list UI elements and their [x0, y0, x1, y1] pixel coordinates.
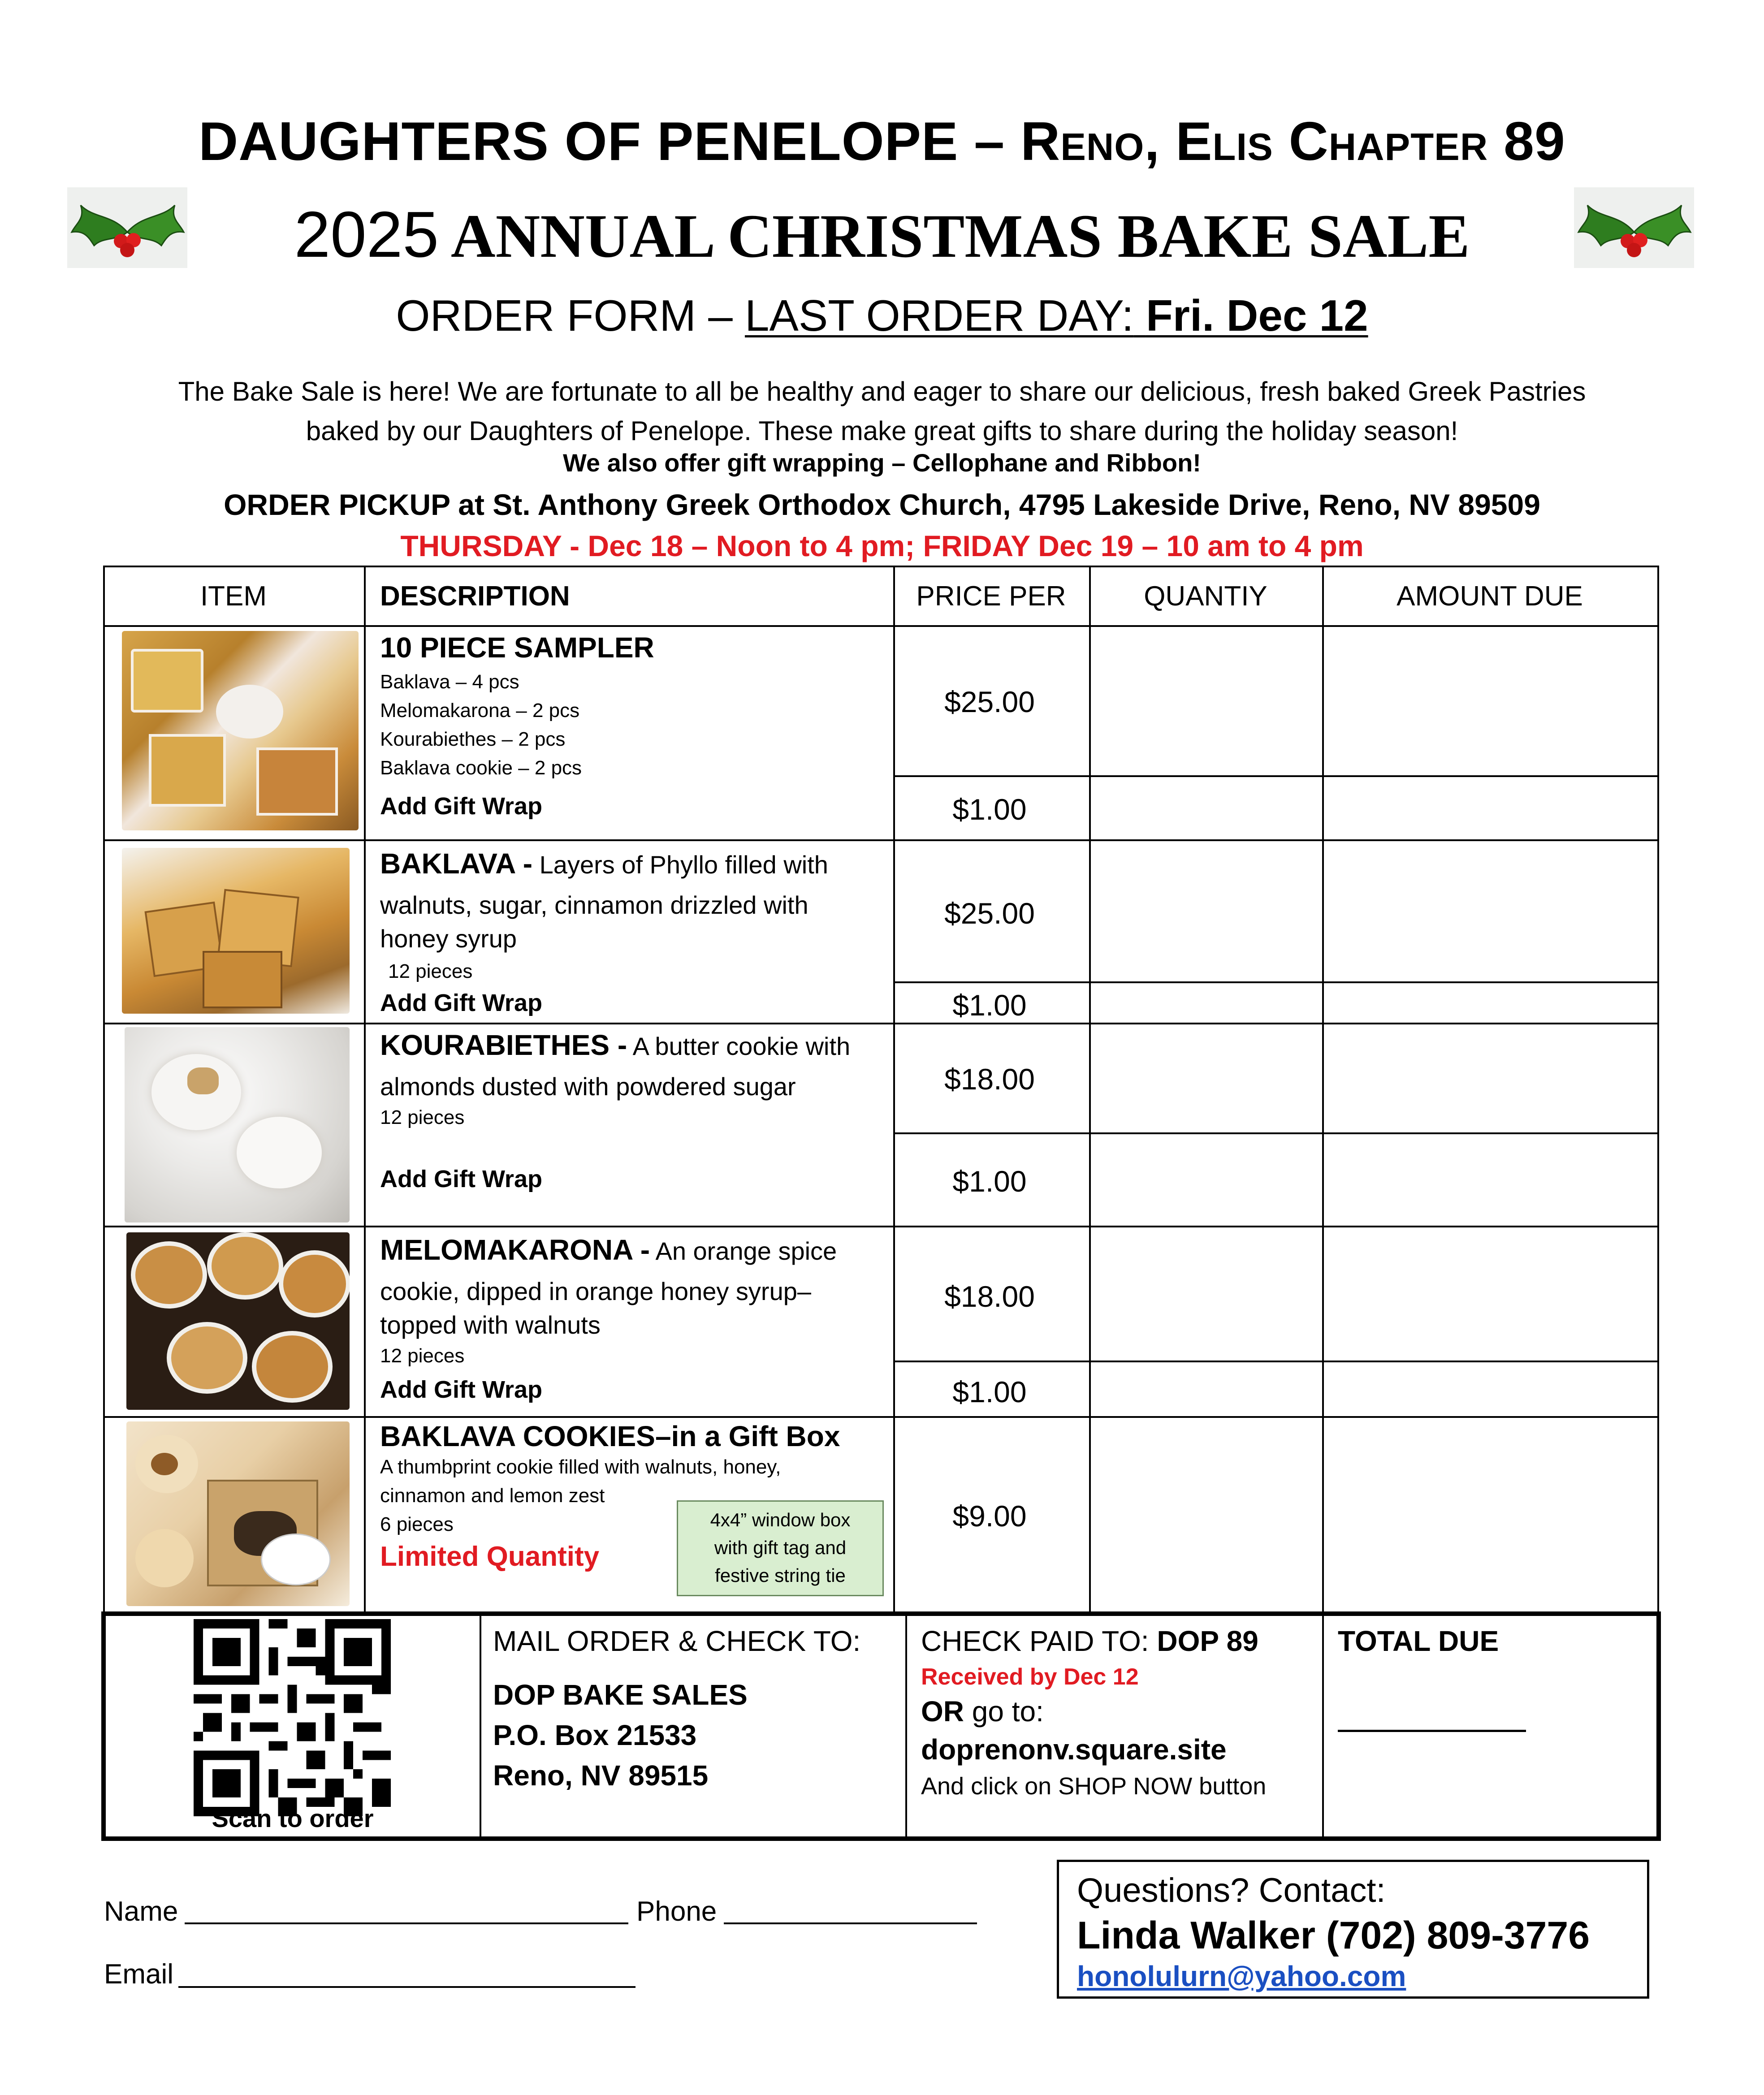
table-divider — [893, 981, 1659, 983]
limited-quantity: Limited Quantity — [380, 1541, 600, 1572]
scan-label: Scan to order — [212, 1804, 374, 1832]
gift-wrap-price: $1.00 — [952, 989, 1027, 1022]
table-divider — [364, 566, 366, 1613]
box-divider — [1322, 1613, 1324, 1840]
contact-heading: Questions? Contact: — [1077, 1871, 1386, 1909]
header-amount-due: AMOUNT DUE — [1396, 581, 1583, 612]
kourabiethes-photo — [125, 1027, 350, 1222]
contact-person: Linda Walker (702) 809-3776 — [1077, 1914, 1590, 1957]
melomakarona-photo — [126, 1232, 350, 1410]
quantity-field[interactable] — [1091, 777, 1322, 839]
box-divider — [480, 1613, 481, 1840]
email-label: Email — [104, 1959, 174, 1990]
mail-heading: MAIL ORDER & CHECK TO: — [493, 1625, 861, 1657]
baklava-title: BAKLAVA - — [380, 847, 533, 880]
table-divider — [103, 839, 1659, 841]
table-border-left — [103, 566, 105, 1612]
gift-box-note: 4x4” window box with gift tag and festive string tie — [677, 1500, 884, 1596]
gift-wrap-label: Add Gift Wrap — [380, 1166, 542, 1192]
gift-wrap-price: $1.00 — [952, 793, 1027, 826]
mail-box: P.O. Box 21533 — [493, 1719, 697, 1751]
kourabiethes-price: $18.00 — [944, 1063, 1035, 1096]
box-divider — [905, 1613, 907, 1840]
amount-field[interactable] — [1324, 627, 1657, 775]
sampler-description — [380, 631, 654, 782]
amount-field[interactable] — [1324, 777, 1657, 839]
sampler-photo — [122, 631, 359, 830]
sampler-line: Baklava cookie – 2 pcs — [380, 757, 582, 779]
table-divider — [103, 1226, 1659, 1227]
contact-email-link[interactable]: honolulurn@yahoo.com — [1077, 1960, 1406, 1992]
gift-wrap-label: Add Gift Wrap — [380, 793, 542, 820]
sampler-line: Baklava – 4 pcs — [380, 671, 519, 693]
order-deadline: ORDER FORM – LAST ORDER DAY: Fri. Dec 12 — [396, 291, 1368, 340]
or-go-to: OR go to: — [921, 1695, 1044, 1728]
header-price-per: PRICE PER — [916, 581, 1066, 612]
baklava-cookies-price: $9.00 — [952, 1499, 1027, 1533]
baklava-description: BAKLAVA - Layers of Phyllo filled with walnuts, sugar, cinnamon drizzled with honey syrup 12 pieces — [380, 847, 828, 982]
check-paid-to: CHECK PAID TO: DOP 89 — [921, 1625, 1258, 1657]
table-divider — [103, 1416, 1659, 1418]
total-due-label: TOTAL DUE — [1338, 1625, 1499, 1657]
baklava-cookies-title: BAKLAVA COOKIES–in a Gift Box — [380, 1420, 840, 1452]
box-border-right — [1656, 1611, 1661, 1841]
received-by: Received by Dec 12 — [921, 1664, 1139, 1690]
melomakarona-price: $18.00 — [944, 1280, 1035, 1313]
header-item: ITEM — [200, 581, 267, 612]
baklava-price: $25.00 — [944, 897, 1035, 930]
table-divider — [893, 1132, 1659, 1134]
name-field[interactable] — [185, 1922, 628, 1924]
baklava-cookies-description: BAKLAVA COOKIES–in a Gift Box A thumbprint cookie filled with walnuts, honey, cinnamon and lemon zest 6 pieces Limited Quantity — [380, 1420, 882, 1572]
shop-now-note: And click on SHOP NOW button — [921, 1773, 1267, 1800]
table-border-right — [1657, 566, 1659, 1613]
org-heading: DAUGHTERS OF PENELOPE – Reno, Elis Chapter 89 — [199, 111, 1565, 172]
box-border-left — [101, 1611, 106, 1841]
intro-text: The Bake Sale is here! We are fortunate to all be healthy and eager to share our delicious, fresh baked Greek Pastries baked by our Daughters of Penelope. These make great gifts to share during the holiday season! — [178, 376, 1586, 446]
baklava-photo — [122, 848, 350, 1014]
gift-wrap-label: Add Gift Wrap — [380, 1376, 542, 1403]
table-divider — [893, 1361, 1659, 1362]
kourabiethes-title: KOURABIETHES - — [380, 1029, 627, 1061]
table-divider — [103, 1023, 1659, 1024]
gift-wrap-note: We also offer gift wrapping – Cellophane and Ribbon! — [563, 449, 1201, 477]
qr-code-icon[interactable] — [194, 1619, 391, 1816]
event-title: 2025 ANNUAL CHRISTMAS BAKE SALE — [294, 198, 1470, 271]
quantity-field[interactable] — [1091, 627, 1322, 775]
table-border-top — [103, 566, 1659, 567]
baklava-cookies-photo — [126, 1421, 350, 1606]
pickup-location: ORDER PICKUP at St. Anthony Greek Orthodox Church, 4795 Lakeside Drive, Reno, NV 89509 — [224, 488, 1540, 521]
name-label: Name — [104, 1896, 178, 1927]
sampler-title: 10 PIECE SAMPLER — [380, 631, 654, 664]
box-border-bottom — [101, 1836, 1661, 1841]
gift-wrap-label: Add Gift Wrap — [380, 989, 542, 1016]
mail-city: Reno, NV 89515 — [493, 1759, 709, 1792]
total-due-field[interactable] — [1338, 1730, 1526, 1732]
sampler-line: Kourabiethes – 2 pcs — [380, 728, 566, 750]
header-description: DESCRIPTION — [380, 581, 570, 612]
order-site-link[interactable]: doprenonv.square.site — [921, 1733, 1227, 1766]
melomakarona-title: MELOMAKARONA - — [380, 1234, 650, 1266]
melomakarona-description: MELOMAKARONA - An orange spice cookie, dipped in orange honey syrup– topped with walnuts 12 pieces — [380, 1234, 837, 1367]
phone-field[interactable] — [724, 1922, 977, 1924]
gift-wrap-price: $1.00 — [952, 1165, 1027, 1198]
phone-label: Phone — [636, 1896, 717, 1927]
sampler-line: Melomakarona – 2 pcs — [380, 700, 580, 721]
kourabiethes-description: KOURABIETHES - A butter cookie with almonds dusted with powdered sugar 12 pieces — [380, 1029, 851, 1128]
email-field[interactable] — [178, 1986, 636, 1988]
sampler-price: $25.00 — [944, 685, 1035, 718]
mail-name: DOP BAKE SALES — [493, 1679, 748, 1711]
contact-box — [1057, 1860, 1649, 1999]
gift-wrap-price: $1.00 — [952, 1375, 1027, 1408]
pickup-days: THURSDAY - Dec 18 – Noon to 4 pm; FRIDAY Dec 19 – 10 am to 4 pm — [400, 529, 1364, 562]
header-quantity: QUANTIY — [1144, 581, 1267, 612]
box-border-top — [101, 1611, 1661, 1616]
